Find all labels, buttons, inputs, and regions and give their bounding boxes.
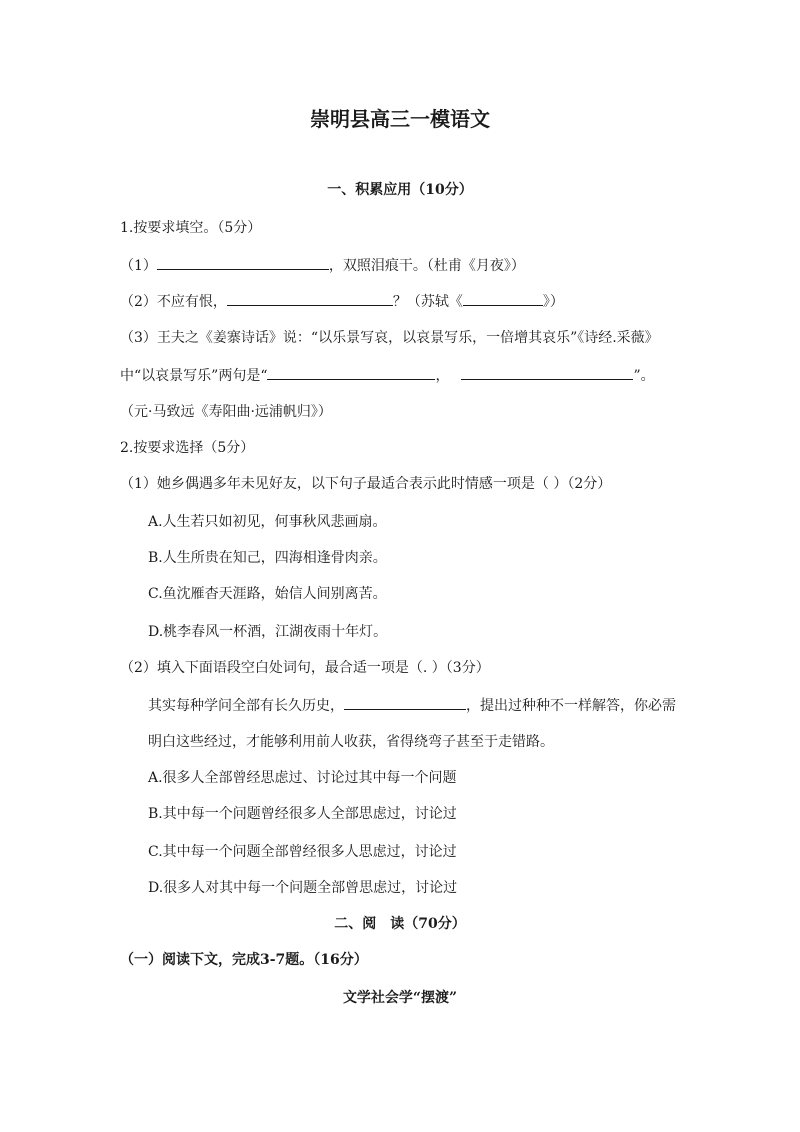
fill-blank[interactable] [267,364,435,380]
question-1-item-2 [120,290,800,312]
section-heading-accumulation: 一、积累应用（10分） [327,182,473,198]
passage-prefix: 其实每种学问全部有长久历史， [148,698,344,714]
question-2-stem: 2.按要求选择（5分） [120,440,255,456]
question-1-stem: 1.按要求填空。（5分） [120,220,262,236]
option-d[interactable]: D.桃李春风一杯酒，江湖夜雨十年灯。 [148,624,388,640]
fill-blank[interactable] [157,254,329,270]
option-b[interactable]: B.人生所贵在知己，四海相逢骨肉亲。 [148,550,387,566]
question-1-item-3-line-2 [120,364,800,386]
item-1-prefix: （1） [120,258,157,274]
item-2-suffix: 》） [542,294,564,310]
article-title: 文学社会学“摆渡” [342,990,458,1006]
item-1-suffix: ，双照泪痕干。（杜甫《月夜》） [328,258,525,274]
question-1-item-3-line-3: （元·马致远《寿阳曲·远浦帆归》） [120,404,332,420]
option-c[interactable]: C.鱼沈雁杳天涯路，始信人间别离苦。 [148,586,387,602]
passage-line-2: 明白这些经过，才能够利用前人收获，省得绕弯子甚至于走错路。 [148,734,554,750]
section-heading-reading: 二、阅 读（70分） [334,916,466,932]
question-2-item-1-prompt: （1）她乡偶遇多年未见好友，以下句子最适合表示此时情感一项是（ ）（2分） [120,476,612,492]
item-3-middle: ， [435,368,450,384]
option-a[interactable]: A.人生若只如初见，何事秋风悲画扇。 [148,514,387,530]
passage-suffix: ，提出过种种不一样解答，你必需 [466,698,676,714]
fill-blank[interactable] [463,290,543,306]
item-2-middle: ？（苏轼《 [392,294,463,310]
fill-blank[interactable] [461,364,633,380]
item-3-prefix: 中“以哀景写乐”两句是“ [120,368,268,384]
fill-blank[interactable] [227,290,393,306]
fill-blank[interactable] [344,694,466,710]
option-d[interactable]: D.很多人对其中每一个问题全部曾思虑过，讨论过 [148,880,458,896]
reading-part-1-heading: （一）阅读下文，完成3-7题。（16分） [120,952,368,968]
item-3-suffix: ”。 [633,368,655,384]
question-1-item-1 [120,254,800,276]
option-a[interactable]: A.很多人全部曾经思虑过、讨论过其中每一个问题 [148,770,457,786]
document-title: 崇明县高三一模语文 [310,107,490,131]
option-c[interactable]: C.其中每一个问题全部曾经很多人思虑过，讨论过 [148,844,457,860]
item-2-prefix: （2）不应有恨， [120,294,227,310]
passage-line-1 [148,694,800,716]
question-2-item-2-prompt: （2）填入下面语段空白处词句，最合适一项是（. ）（3分） [120,660,490,676]
option-b[interactable]: B.其中每一个问题曾经很多人全部思虑过，讨论过 [148,806,457,822]
question-1-item-3-line-1: （3）王夫之《姜寨诗话》说：“以乐景写哀，以哀景写乐，一倍增其哀乐”《诗经.采薇》 [120,330,659,346]
